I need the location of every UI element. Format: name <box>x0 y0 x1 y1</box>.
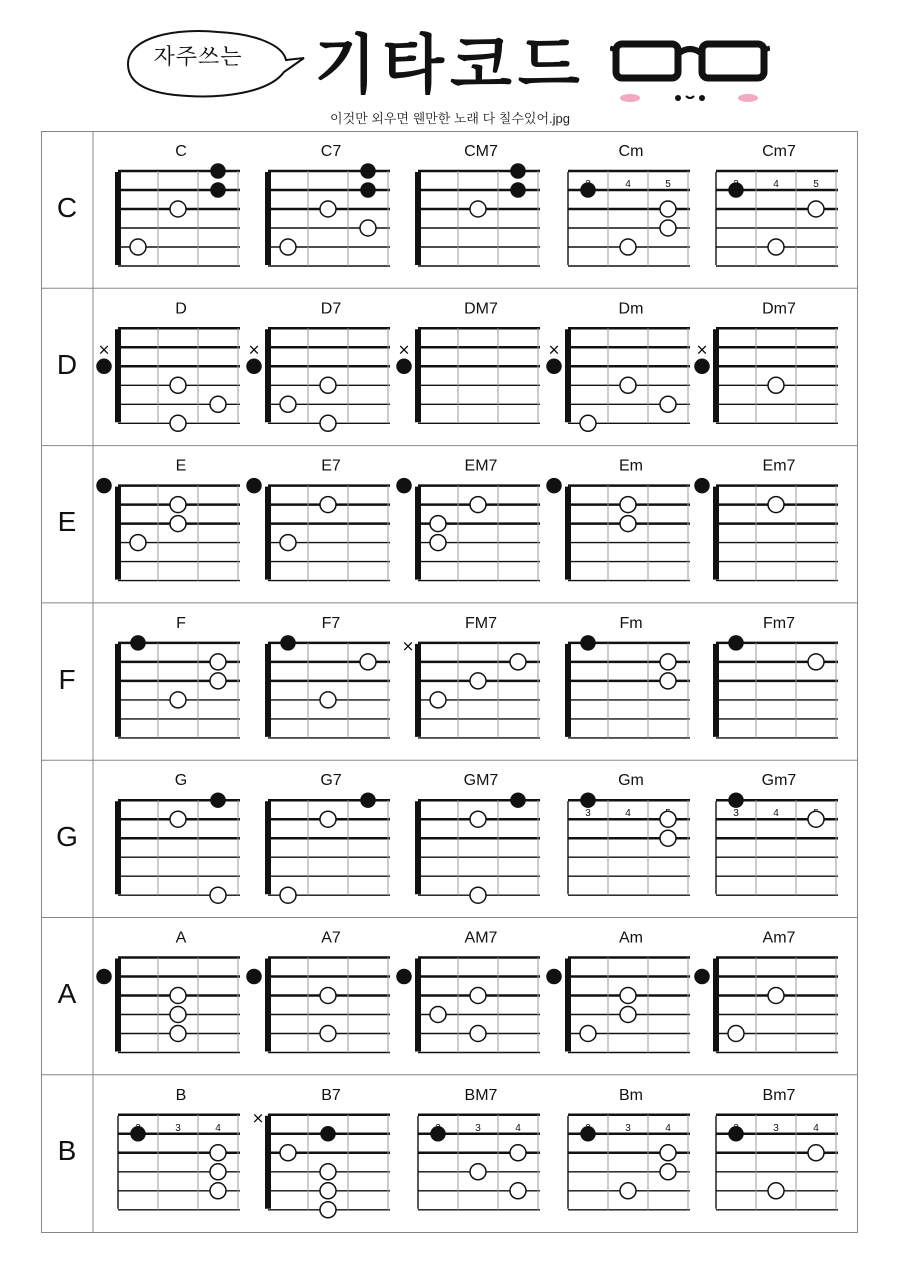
root-dot <box>281 636 295 650</box>
finger-dot <box>660 830 676 846</box>
chord-diagram <box>716 772 838 895</box>
finger-dot <box>280 1145 296 1161</box>
finger-dot <box>170 497 186 513</box>
finger-dot <box>620 497 636 513</box>
finger-dot <box>320 415 336 431</box>
chord-name: Dm7 <box>762 300 796 318</box>
finger-dot <box>170 988 186 1004</box>
chord-diagram <box>118 615 240 738</box>
chord-name: Am <box>619 929 643 947</box>
chord-name: BM7 <box>464 1086 498 1104</box>
finger-dot <box>660 654 676 670</box>
finger-dot <box>210 1183 226 1199</box>
root-dot <box>547 359 561 373</box>
chord-name: D <box>175 300 187 318</box>
finger-dot <box>320 377 336 393</box>
chord-name: GM7 <box>463 772 499 790</box>
finger-dot <box>808 654 824 670</box>
chord-diagram <box>568 615 690 738</box>
root-dot <box>729 793 743 807</box>
finger-dot <box>470 811 486 827</box>
finger-dot <box>808 201 824 217</box>
chord-diagram <box>268 615 390 738</box>
chord-name: A7 <box>321 929 341 947</box>
finger-dot <box>320 988 336 1004</box>
mute-mark: × <box>401 636 415 655</box>
chord-name: B <box>175 1086 187 1104</box>
bubble-text: 자주쓰는 <box>153 45 243 70</box>
root-dot <box>361 164 375 178</box>
finger-dot <box>320 1202 336 1218</box>
finger-dot <box>280 887 296 903</box>
root-dot <box>361 183 375 197</box>
chord-diagram <box>268 143 390 266</box>
finger-dot <box>320 1183 336 1199</box>
fret-number: 3 <box>733 808 739 820</box>
chord-diagram <box>247 930 390 1053</box>
root-dot <box>729 636 743 650</box>
finger-dot <box>470 988 486 1004</box>
finger-dot <box>660 1145 676 1161</box>
root-dot <box>695 359 709 373</box>
finger-dot <box>430 516 446 532</box>
fret-number: 4 <box>215 1122 221 1134</box>
finger-dot <box>470 497 486 513</box>
chord-name: Em <box>619 457 643 475</box>
chord-name: G7 <box>320 772 342 790</box>
chord-diagram <box>716 143 838 266</box>
chord-diagram <box>97 458 240 581</box>
finger-dot <box>170 415 186 431</box>
chord-diagram <box>568 1087 690 1210</box>
root-dot <box>97 479 111 493</box>
chord-diagram <box>118 143 240 266</box>
chord-name: DM7 <box>464 300 498 318</box>
row-label: G <box>56 820 78 852</box>
finger-dot <box>320 811 336 827</box>
root-dot <box>581 636 595 650</box>
root-dot <box>431 1127 445 1141</box>
fret-number: 5 <box>813 179 819 190</box>
finger-dot <box>660 201 676 217</box>
finger-dot <box>280 396 296 412</box>
chord-diagram <box>547 300 690 431</box>
finger-dot <box>580 1026 596 1042</box>
root-dot <box>211 164 225 178</box>
chord-name: Bm7 <box>762 1086 796 1104</box>
chord-diagram <box>97 930 240 1053</box>
chord-name: F <box>176 614 186 632</box>
finger-dot <box>210 673 226 689</box>
page-title: 기타코드 <box>314 29 586 103</box>
chord-diagram <box>418 143 540 266</box>
chord-name: Fm <box>619 614 643 632</box>
chord-diagram <box>252 1087 390 1218</box>
root-dot <box>131 1127 145 1141</box>
root-dot <box>397 970 411 984</box>
finger-dot <box>620 988 636 1004</box>
root-dot <box>247 970 261 984</box>
finger-dot <box>470 673 486 689</box>
root-dot <box>511 183 525 197</box>
fret-number: 4 <box>515 1122 521 1134</box>
chord-name: Cm7 <box>762 143 796 160</box>
root-dot <box>247 479 261 493</box>
chord-diagram <box>547 930 690 1053</box>
row-label: A <box>57 978 77 1010</box>
root-dot <box>321 1127 335 1141</box>
chord-diagram <box>97 300 240 431</box>
root-dot <box>397 359 411 373</box>
finger-dot <box>660 673 676 689</box>
chord-diagram <box>418 1087 540 1210</box>
fret-number: 5 <box>665 179 671 190</box>
fret-number: 4 <box>665 1122 671 1134</box>
mute-mark: × <box>251 1108 265 1127</box>
finger-dot <box>728 1026 744 1042</box>
fret-number: 3 <box>475 1122 481 1134</box>
finger-dot <box>170 1026 186 1042</box>
finger-dot <box>470 1026 486 1042</box>
row-label: E <box>57 506 77 538</box>
finger-dot <box>430 692 446 708</box>
root-dot <box>547 970 561 984</box>
root-dot <box>695 970 709 984</box>
finger-dot <box>620 239 636 255</box>
finger-dot <box>470 887 486 903</box>
finger-dot <box>510 1145 526 1161</box>
row-label: D <box>56 348 78 380</box>
finger-dot <box>320 692 336 708</box>
root-dot <box>211 183 225 197</box>
finger-dot <box>660 396 676 412</box>
chord-name: E <box>175 457 187 475</box>
chord-name: B7 <box>321 1086 341 1104</box>
chord-name: EM7 <box>464 457 498 475</box>
finger-dot <box>660 811 676 827</box>
chord-name: F7 <box>321 614 341 632</box>
finger-dot <box>660 1164 676 1180</box>
root-dot <box>97 359 111 373</box>
chord-diagram <box>247 458 390 581</box>
finger-dot <box>620 377 636 393</box>
finger-dot <box>580 415 596 431</box>
chord-name: A <box>175 929 187 947</box>
fret-number: 4 <box>625 179 631 190</box>
finger-dot <box>170 692 186 708</box>
row-label: B <box>57 1135 77 1167</box>
mute-mark: × <box>97 340 111 359</box>
chord-name: Gm7 <box>761 772 797 790</box>
finger-dot <box>170 811 186 827</box>
mute-mark: × <box>397 340 411 359</box>
finger-dot <box>170 1007 186 1023</box>
finger-dot <box>210 887 226 903</box>
root-dot <box>247 359 261 373</box>
chord-diagram <box>397 300 540 423</box>
finger-dot <box>620 1007 636 1023</box>
chord-diagram <box>568 143 690 266</box>
row-label: C <box>56 191 78 223</box>
finger-dot <box>510 654 526 670</box>
finger-dot <box>660 220 676 236</box>
chord-diagram <box>695 458 838 581</box>
finger-dot <box>170 516 186 532</box>
finger-dot <box>620 516 636 532</box>
chord-diagram <box>268 772 390 903</box>
chord-name: Dm <box>618 300 644 318</box>
root-dot <box>581 183 595 197</box>
finger-dot <box>130 239 146 255</box>
finger-dot <box>808 1145 824 1161</box>
chord-name: Am7 <box>762 929 796 947</box>
chord-name: Fm7 <box>763 614 795 632</box>
finger-dot <box>808 811 824 827</box>
finger-dot <box>470 1164 486 1180</box>
finger-dot <box>360 220 376 236</box>
chord-name: Cm <box>618 143 644 160</box>
finger-dot <box>210 654 226 670</box>
finger-dot <box>470 201 486 217</box>
chord-diagram <box>418 772 540 903</box>
chord-name: D7 <box>320 300 342 318</box>
root-dot <box>729 183 743 197</box>
root-dot <box>695 479 709 493</box>
finger-dot <box>320 201 336 217</box>
finger-dot <box>620 1183 636 1199</box>
finger-dot <box>170 201 186 217</box>
fret-number: 3 <box>625 1122 631 1134</box>
chord-name: CM7 <box>464 143 498 160</box>
finger-dot <box>360 654 376 670</box>
finger-dot <box>170 377 186 393</box>
finger-dot <box>320 1026 336 1042</box>
finger-dot <box>130 535 146 551</box>
fret-number: 3 <box>175 1122 181 1134</box>
root-dot <box>211 793 225 807</box>
chord-diagram <box>547 458 690 581</box>
fret-number: 3 <box>585 808 591 820</box>
root-dot <box>361 793 375 807</box>
finger-dot <box>768 377 784 393</box>
finger-dot <box>210 396 226 412</box>
finger-dot <box>280 239 296 255</box>
root-dot <box>581 1127 595 1141</box>
chord-diagram <box>695 300 838 423</box>
chord-name: FM7 <box>465 614 497 632</box>
chord-name: C7 <box>320 143 342 160</box>
fret-number: 4 <box>773 179 779 190</box>
finger-dot <box>510 1183 526 1199</box>
finger-dot <box>768 239 784 255</box>
finger-dot <box>210 1164 226 1180</box>
finger-dot <box>430 535 446 551</box>
row-label: F <box>58 663 76 695</box>
finger-dot <box>768 1183 784 1199</box>
chord-diagram <box>716 1087 838 1210</box>
mute-mark: × <box>695 340 709 359</box>
chord-diagram <box>118 1087 240 1210</box>
root-dot <box>511 164 525 178</box>
chord-name: AM7 <box>464 929 498 947</box>
chord-diagram <box>402 615 540 738</box>
fret-number: 4 <box>625 808 631 820</box>
finger-dot <box>210 1145 226 1161</box>
chord-diagram <box>118 772 240 903</box>
chord-name: Bm <box>619 1086 643 1104</box>
root-dot <box>397 479 411 493</box>
root-dot <box>97 970 111 984</box>
root-dot <box>547 479 561 493</box>
finger-dot <box>768 497 784 513</box>
chord-diagram <box>247 300 390 431</box>
fret-number: 3 <box>773 1122 779 1134</box>
fret-number: 4 <box>813 1122 819 1134</box>
finger-dot <box>320 1164 336 1180</box>
chord-diagram <box>568 772 690 895</box>
chord-diagram <box>716 615 838 738</box>
finger-dot <box>430 1007 446 1023</box>
fret-number: 4 <box>773 808 779 820</box>
chord-diagram <box>397 458 540 581</box>
root-dot <box>131 636 145 650</box>
root-dot <box>729 1127 743 1141</box>
finger-dot <box>768 988 784 1004</box>
chord-diagram <box>397 930 540 1053</box>
mute-mark: × <box>547 340 561 359</box>
chord-name: C <box>175 143 187 160</box>
chord-diagram <box>695 930 838 1053</box>
finger-dot <box>280 535 296 551</box>
mute-mark: × <box>247 340 261 359</box>
root-dot <box>581 793 595 807</box>
root-dot <box>511 793 525 807</box>
finger-dot <box>320 497 336 513</box>
chord-name: Gm <box>618 772 644 790</box>
chord-name: Em7 <box>762 457 796 475</box>
subtitle: 이것만 외우면 웬만한 노래 다 칠수있어.jpg <box>330 111 570 126</box>
chord-name: E7 <box>321 457 341 475</box>
chord-name: G <box>174 772 188 790</box>
